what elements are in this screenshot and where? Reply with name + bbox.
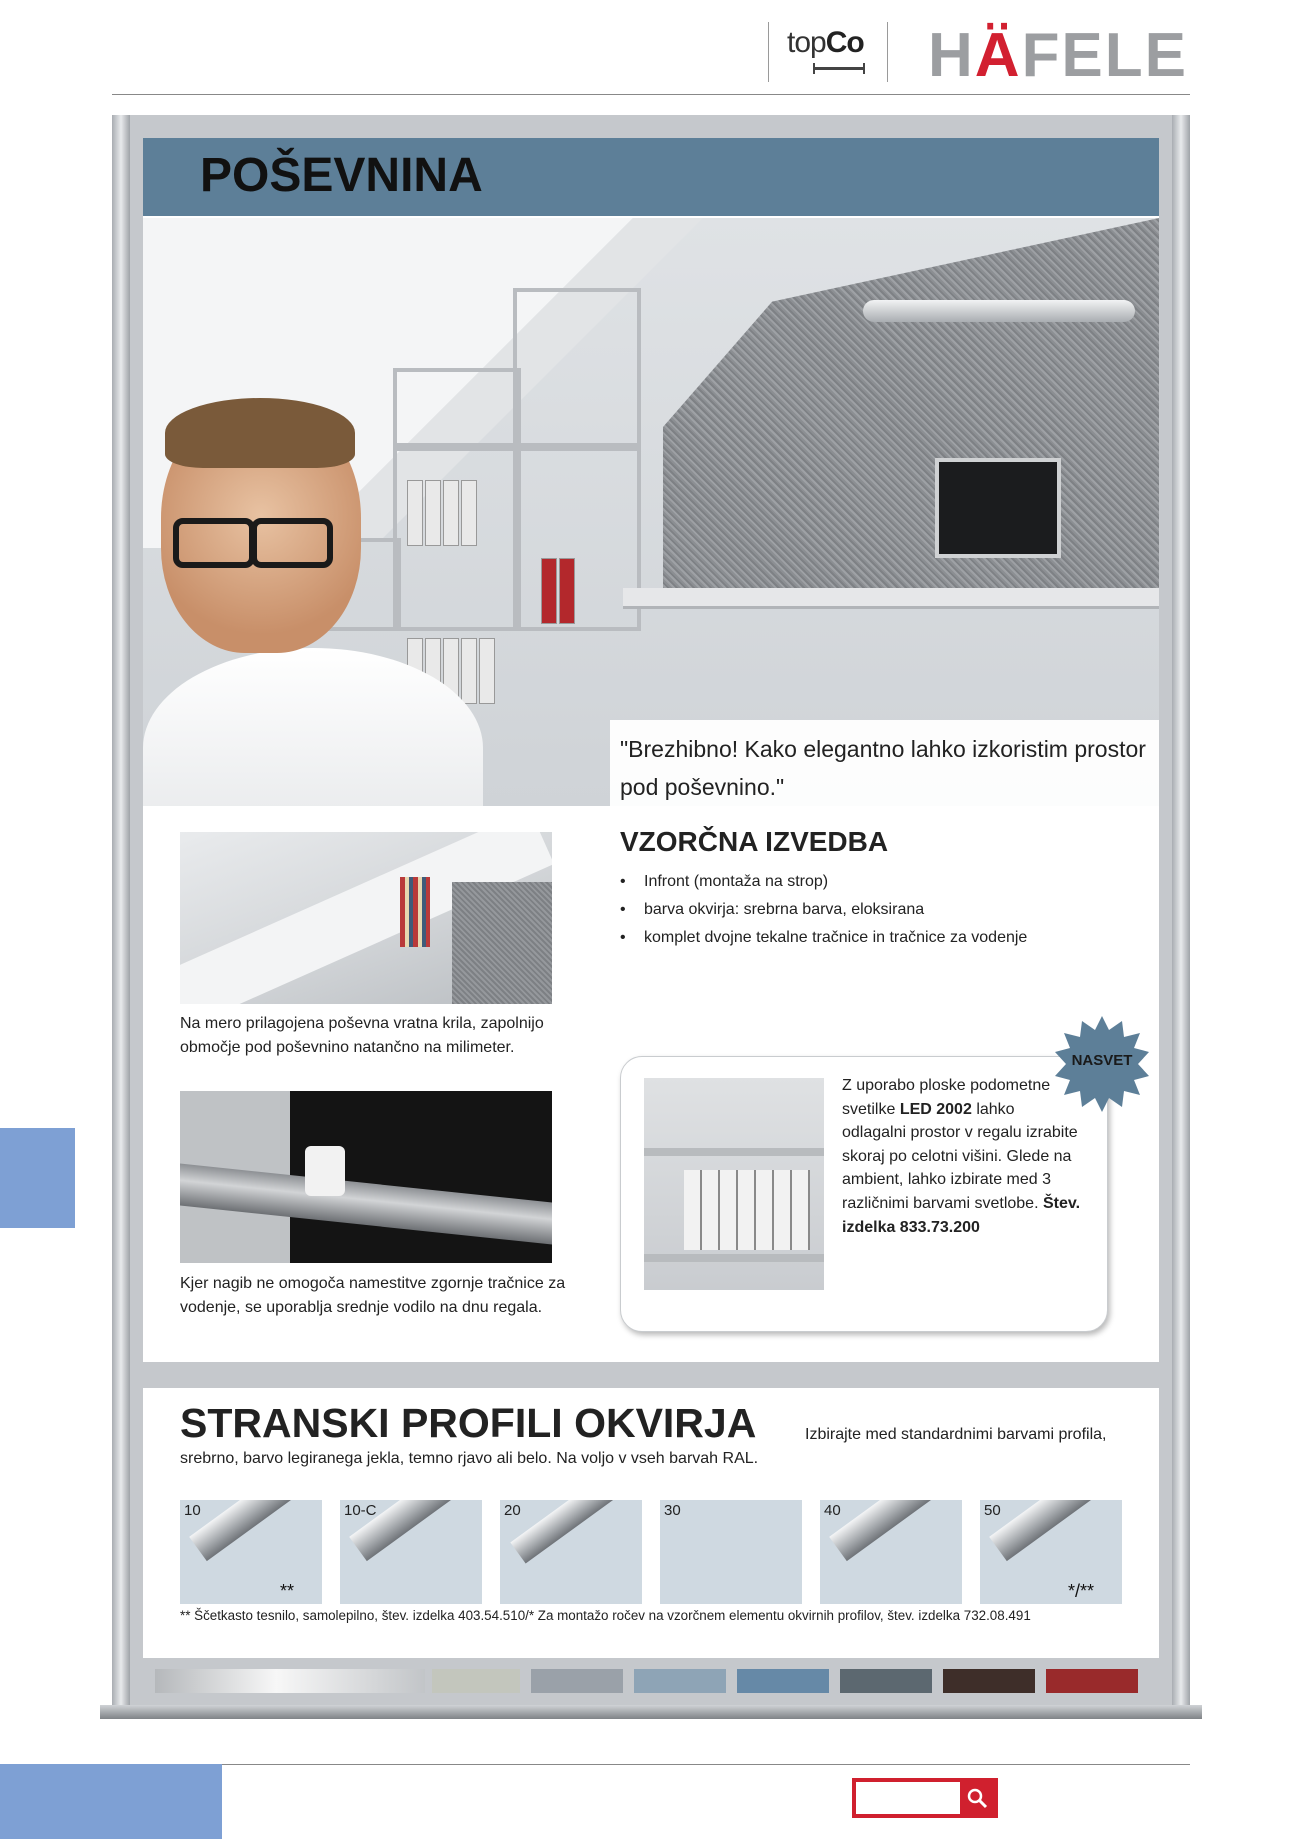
monitor xyxy=(935,458,1061,558)
profile-image xyxy=(989,1500,1122,1561)
color-swatch xyxy=(155,1669,425,1693)
topco-logo-bar xyxy=(813,67,865,70)
profile-label: 30 xyxy=(664,1502,681,1519)
footer-block xyxy=(0,1764,222,1839)
frame-post-left xyxy=(112,115,130,1705)
profile-tile xyxy=(660,1500,802,1604)
shelf-cell xyxy=(513,443,641,631)
binder xyxy=(559,558,575,624)
photo-caption: Kjer nagib ne omogoča namestitve zgornje tračnice za vodenje, se uporablja srednje vodilo na dnu regala. xyxy=(180,1275,566,1316)
tip-badge: NASVET xyxy=(1071,1052,1133,1069)
led-lamp xyxy=(863,300,1135,322)
profile-footnote-mark: */** xyxy=(1067,1581,1094,1601)
list-item: • komplet dvojne tekalne tračnice in tračnice za vodenje xyxy=(620,924,1027,952)
slanted-door-photo xyxy=(180,832,552,1004)
color-swatch xyxy=(531,1669,623,1693)
color-swatch xyxy=(943,1669,1035,1693)
hero-quote: "Brezhibno! Kako elegantno lahko izkoristim prostor pod poševnino." xyxy=(620,736,1146,800)
hafele-logo-left: H xyxy=(928,21,975,90)
section-heading: STRANSKI PROFILI OKVIRJA xyxy=(180,1400,757,1446)
profile-tile xyxy=(980,1500,1122,1604)
photo-shelf xyxy=(644,1148,824,1156)
profile-label: 10-C xyxy=(344,1502,377,1519)
profile-label: 10 xyxy=(184,1502,201,1519)
color-swatch xyxy=(1046,1669,1138,1693)
tip-text-bold: Štev. izdelka 833.73.200 xyxy=(842,1194,1081,1236)
guide-rail-photo xyxy=(180,1091,552,1263)
hafele-logo xyxy=(928,20,1188,91)
color-swatch xyxy=(840,1669,932,1693)
binder xyxy=(461,638,477,704)
section-description: Izbirajte med standardnimi barvami profila, xyxy=(805,1426,1107,1443)
profile-label: 40 xyxy=(824,1502,841,1519)
photo-binders xyxy=(684,1170,810,1250)
profile-tile xyxy=(340,1500,482,1604)
photo-rail xyxy=(180,1163,552,1244)
spec-list xyxy=(620,868,1027,952)
footer-divider xyxy=(112,1764,1190,1765)
profile-tile xyxy=(500,1500,642,1604)
photo-caption: Na mero prilagojena poševna vratna krila, zapolnijo območje pod poševnino natančno na milimeter. xyxy=(180,1015,544,1056)
color-swatch xyxy=(634,1669,726,1693)
photo-stone-door xyxy=(452,882,552,1004)
hafele-logo-accent: Ä xyxy=(974,21,1022,90)
desk xyxy=(623,588,1159,609)
profile-image xyxy=(189,1500,322,1561)
binder xyxy=(443,480,459,546)
photo-shelf xyxy=(644,1254,824,1262)
tip-text-part: Z uporabo ploske podometne svetilke xyxy=(842,1077,1051,1118)
profile-footnote-mark: ** xyxy=(279,1581,294,1601)
topco-logo-part: top xyxy=(787,26,826,59)
profile-tile xyxy=(180,1500,322,1604)
hafele-logo-right: FELE xyxy=(1021,21,1189,90)
topco-logo xyxy=(768,22,888,82)
section-heading: VZORČNA IZVEDBA xyxy=(620,826,889,857)
topco-logo-part-bold: Co xyxy=(825,26,864,59)
binder xyxy=(479,638,495,704)
list-item: • Infront (montaža na strop) xyxy=(620,868,1027,896)
binder xyxy=(461,480,477,546)
list-item: • barva okvirja: srebrna barva, eloksirana xyxy=(620,896,1027,924)
chapter-tab[interactable] xyxy=(0,1128,75,1228)
led-shelf-photo xyxy=(644,1078,824,1290)
profile-image xyxy=(829,1500,962,1561)
tip-text xyxy=(842,1074,1082,1239)
tip-text-part: lahko odlagalni prostor v regalu izrabite skoraj po celotni višini. Glede na ambient, lahko izbirate med 3 različnimi barvami svetlobe. xyxy=(842,1100,1078,1212)
frame-crossbar xyxy=(143,1362,1159,1388)
shelf-cell xyxy=(513,288,641,451)
shelf-cell xyxy=(393,368,521,451)
color-swatch xyxy=(432,1669,520,1693)
binder xyxy=(425,480,441,546)
section-description: srebrno, barvo legiranega jekla, temno rjavo ali belo. Na voljo v vseh barvah RAL. xyxy=(180,1450,759,1467)
profile-tile xyxy=(820,1500,962,1604)
person-hair xyxy=(165,398,355,468)
magnifier-icon xyxy=(966,1787,988,1809)
page-title: POŠEVNINA xyxy=(200,149,483,202)
binder xyxy=(407,480,423,546)
floor-rail xyxy=(100,1705,1202,1719)
photo-books xyxy=(400,877,430,947)
tip-text-bold: LED 2002 xyxy=(899,1100,972,1118)
header-divider xyxy=(112,94,1190,95)
binder xyxy=(541,558,557,624)
footnote: ** Ščetkasto tesnilo, samolepilno, štev. izdelka 403.54.510/* Za montažo ročev na vzorčnem elementu okvirnih profilov, štev. izdelka 732.08.491 xyxy=(180,1608,1031,1623)
hero-photo xyxy=(143,218,1159,806)
person-glasses xyxy=(173,518,333,558)
photo-clip xyxy=(305,1146,345,1196)
frame-post-right xyxy=(1172,115,1190,1705)
profile-label: 20 xyxy=(504,1502,521,1519)
profile-image xyxy=(510,1500,642,1564)
color-swatch xyxy=(737,1669,829,1693)
profile-label: 50 xyxy=(984,1502,1001,1519)
search-button[interactable] xyxy=(960,1782,994,1814)
